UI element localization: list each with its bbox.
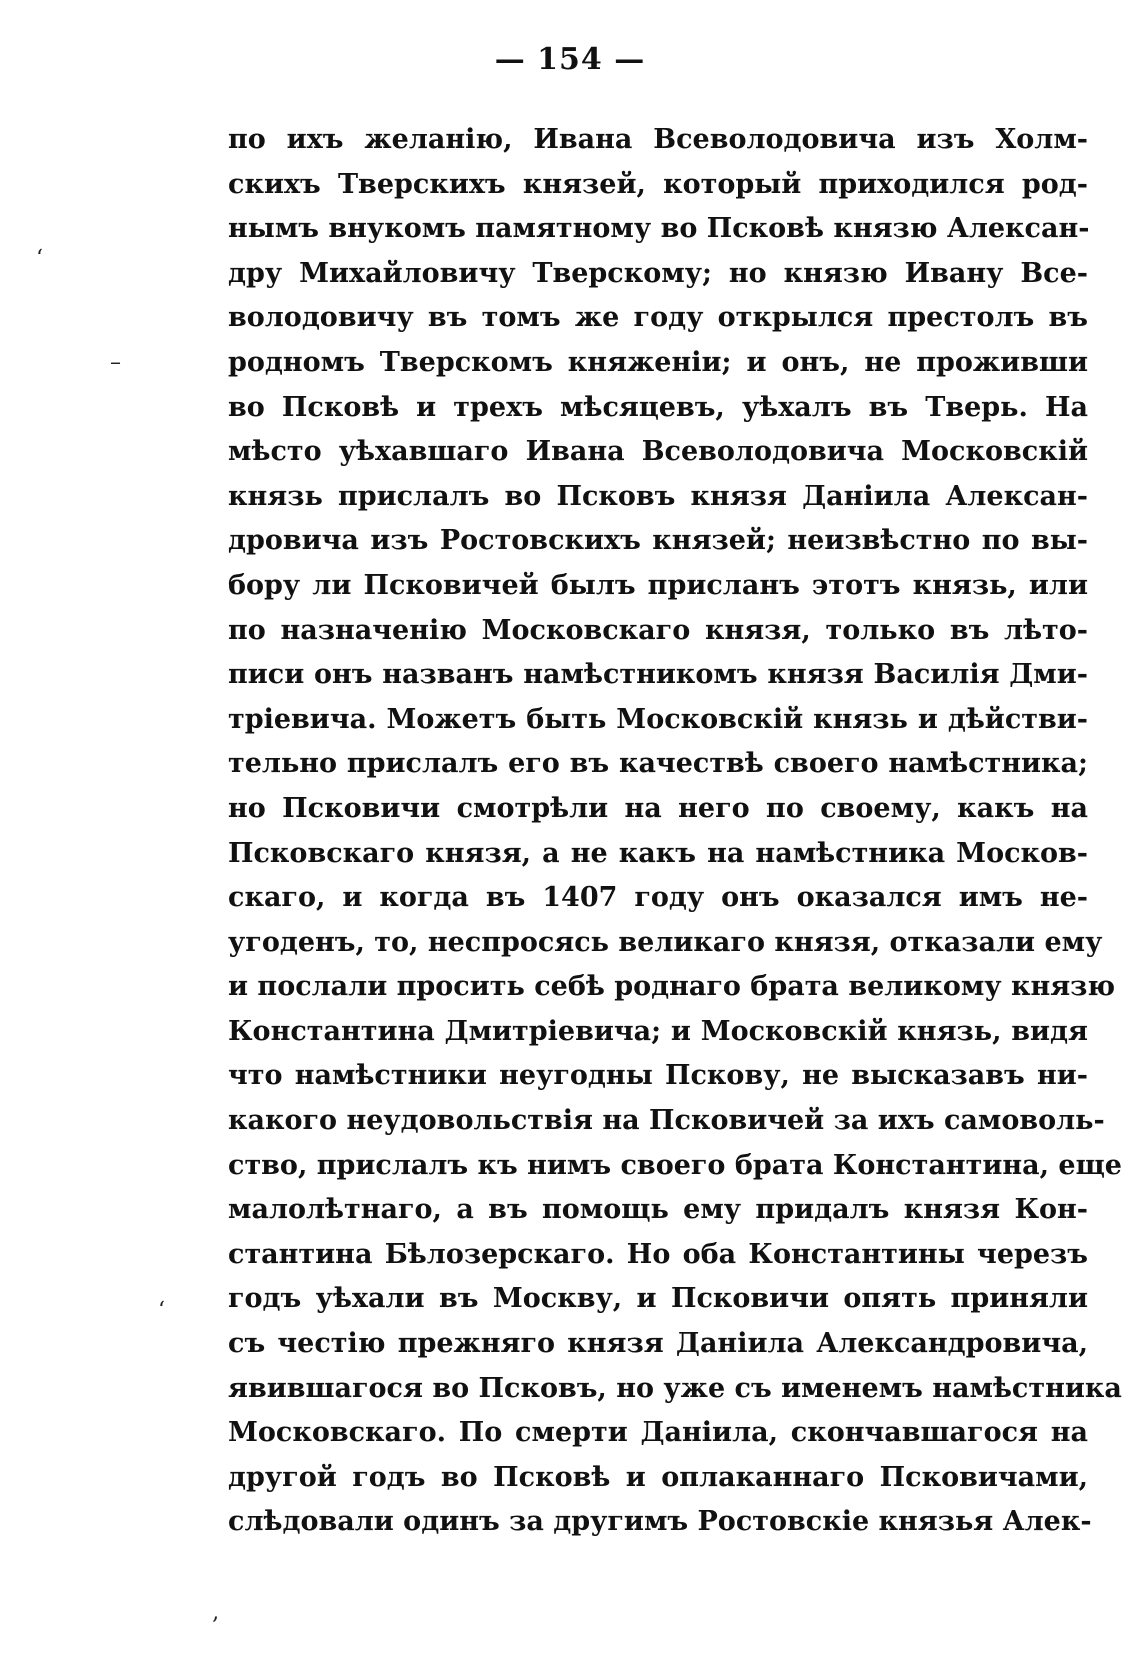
text-line: годъ уѣхали въ Москву, и Псковичи опять приняли: [228, 1283, 1088, 1315]
margin-mark: –: [110, 350, 121, 375]
text-line: дру Михайловичу Тверскому; но князю Ивану Все-: [228, 257, 1088, 289]
text-line: стантина Бѣлозерскаго. Но оба Константины черезъ: [228, 1238, 1088, 1270]
text-line: малолѣтнаго, а въ помощь ему придалъ князя Кон-: [228, 1194, 1088, 1226]
text-line: бору ли Псковичей былъ присланъ этотъ князь, или: [228, 569, 1088, 601]
text-line: родномъ Тверскомъ княженіи; и онъ, не проживши: [228, 346, 1088, 378]
text-line: по назначенію Московскаго князя, только въ лѣто-: [228, 614, 1088, 646]
margin-mark: ʻ: [36, 246, 43, 271]
text-line: и послали просить себѣ роднаго брата великому князю: [228, 971, 1116, 1003]
text-line: какого неудовольствія на Псковичей за ихъ самоволь-: [228, 1105, 1105, 1137]
text-line: ство, прислалъ къ нимъ своего брата Константина, еще: [228, 1149, 1122, 1181]
text-line: по ихъ желанію, Ивана Всеволодовича изъ Холм-: [228, 124, 1088, 155]
text-line: тельно прислалъ его въ качествѣ своего намѣстника;: [228, 748, 1088, 780]
text-line: Константина Дмитріевича; и Московскій князь, видя: [228, 1015, 1088, 1047]
text-line: писи онъ названъ намѣстникомъ князя Василія Дми-: [228, 659, 1088, 691]
text-line: другой годъ во Псковѣ и оплаканнаго Псковичами,: [228, 1461, 1088, 1493]
margin-mark: ʻ: [158, 1298, 165, 1323]
text-line: дровича изъ Ростовскихъ князей; неизвѣстно по вы-: [228, 525, 1088, 557]
margin-mark: ‚: [212, 1600, 219, 1625]
body-text: [228, 118, 1122, 1545]
text-line: во Псковѣ и трехъ мѣсяцевъ, уѣхалъ въ Тверь. На: [228, 391, 1088, 423]
text-line: Московскаго. По смерти Даніила, скончавшагося на: [228, 1417, 1088, 1449]
text-line: володовичу въ томъ же году открылся престолъ въ: [228, 302, 1088, 334]
text-line: скаго, и когда въ 1407 году онъ оказался имъ не-: [228, 882, 1088, 914]
text-line: но Псковичи смотрѣли на него по своему, какъ на: [228, 792, 1088, 824]
text-line: угоденъ, то, неспросясь великаго князя, отказали ему: [228, 926, 1103, 958]
text-line: слѣдовали одинъ за другимъ Ростовскіе князья Алек-: [228, 1506, 1092, 1538]
text-line: тріевича. Можетъ быть Московскій князь и дѣйстви-: [228, 703, 1088, 735]
text-line: что намѣстники неугодны Пскову, не высказавъ ни-: [228, 1060, 1088, 1092]
text-line: скихъ Тверскихъ князей, который приходился род-: [228, 168, 1088, 200]
text-line: Псковскаго князя, а не какъ на намѣстника Москов-: [228, 837, 1088, 869]
text-line: мѣсто уѣхавшаго Ивана Всеволодовича Московскій: [228, 436, 1088, 468]
page-number: — 154 —: [494, 42, 646, 77]
text-line: съ честію прежняго князя Даніила Александровича,: [228, 1328, 1088, 1360]
text-line: князь прислалъ во Псковъ князя Даніила Алексан-: [228, 480, 1088, 512]
text-line: нымъ внукомъ памятному во Псковѣ князю Алексан-: [228, 213, 1090, 245]
text-line: явившагося во Псковъ, но уже съ именемъ намѣстника: [228, 1372, 1122, 1404]
